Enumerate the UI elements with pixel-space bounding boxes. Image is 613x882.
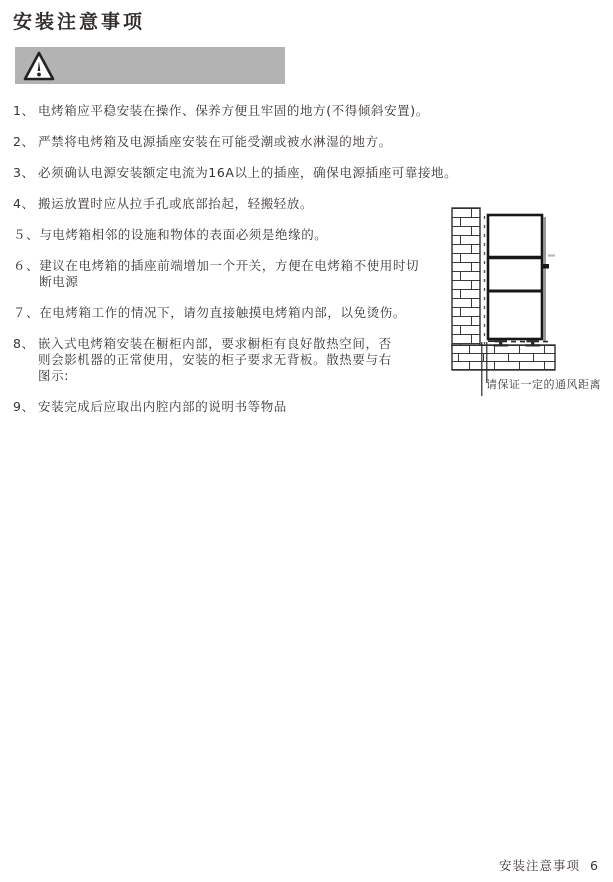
instruction-list [13,103,463,430]
item-text: 在电烤箱工作的情况下，请勿直接触摸电烤箱内部，以免烫伤。 [39,305,407,320]
footer-page-number: 6 [590,858,599,873]
figure-caption: 请保证一定的通风距离 [486,378,601,391]
item-number: ６、 [13,258,40,273]
item-text: 嵌入式电烤箱安装在橱柜内部，要求橱柜有良好散热空间，否 则会影机器的正常使用，安装的柜子要求无背板。散热要与右 图示: [38,336,392,383]
item-number: ７、 [13,305,40,320]
item-number: 3、 [13,165,35,180]
item-text: 必须确认电源安装额定电流为16A以上的插座，确保电源插座可靠接地。 [38,165,458,180]
item-number: 4、 [13,196,35,211]
instruction-item [13,305,463,321]
item-text: 严禁将电烤箱及电源插座安装在可能受潮或被水淋湿的地方。 [38,134,392,149]
item-number: ５、 [13,227,40,242]
footer-section-title: 安装注意事项 [499,858,581,873]
brick-base [452,345,555,370]
brick-wall [452,208,480,348]
instruction-item [13,399,463,415]
page-footer [499,856,599,874]
item-text: 搬运放置时应从拉手孔或底部抬起，轻搬轻放。 [38,196,314,211]
cabinet-handle [541,264,549,269]
item-number: 1、 [13,103,35,118]
warning-triangle-icon [22,50,56,82]
instruction-item [13,258,463,290]
item-text: 建议在电烤箱的插座前端增加一个开关，方便在电烤箱不使用时切 断电源 [39,258,420,289]
instruction-item [13,196,463,212]
instruction-item [13,336,463,384]
instruction-item [13,134,463,150]
instruction-item [13,227,463,243]
warning-banner [15,47,285,84]
instruction-item [13,165,463,181]
ventilation-diagram [448,204,608,404]
item-number: 2、 [13,134,35,149]
item-text: 与电烤箱相邻的设施和物体的表面必须是绝缘的。 [39,227,328,242]
item-text: 安装完成后应取出内腔内部的说明书等物品 [38,399,287,414]
instruction-item [13,103,463,119]
item-number: 9、 [13,399,35,414]
page-title: 安装注意事项 [13,11,146,33]
item-text: 电烤箱应平稳安装在操作、保养方便且牢固的地方(不得倾斜安置)。 [38,103,429,118]
item-number: 8、 [13,336,35,351]
oven-cabinet [488,215,542,339]
